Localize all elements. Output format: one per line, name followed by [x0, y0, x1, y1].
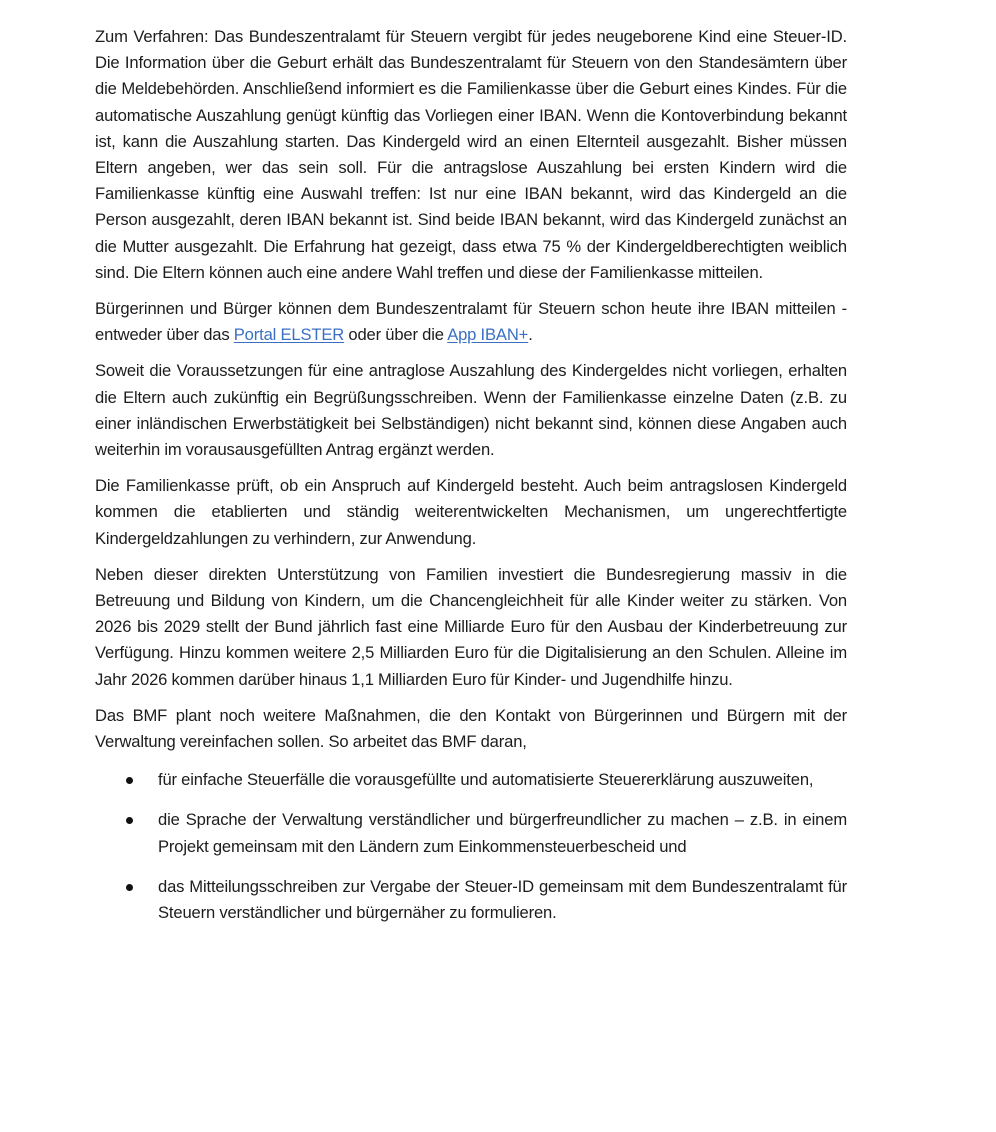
paragraph-procedure: Zum Verfahren: Das Bundeszentralamt für Steuern vergibt für jedes neugeborene Kind eine Steuer-ID. Die Information über die Geburt erhält das Bundeszentralamt für Steuern von den Standesämtern über die Meldebehörden. Anschließend informiert es die Familienkasse über die Geburt eines Kindes. Für die automatische Auszahlung genügt künftig das Vorliegen einer IBAN. Wenn die Kontoverbindung bekannt ist, kann die Auszahlung starten. Das Kindergeld wird an einen Elternteil ausgezahlt. Bisher müssen Eltern angeben, wer das sein soll. Für die antragslose Auszahlung bei ersten Kindern wird die Familienkasse künftig eine Auswahl treffen: Ist nur eine IBAN bekannt, wird das Kindergeld an die Person ausgezahlt, deren IBAN bekannt ist. Sind beide IBAN bekannt, wird das Kindergeld zunächst an die Mutter ausgezahlt. Die Erfahrung hat gezeigt, dass etwa 75 % der Kindergeldberechtigten weiblich sind. Die Eltern können auch eine andere Wahl treffen und diese der Familienkasse mitteilen.: [95, 27, 847, 282]
list-item-text: das Mitteilungsschreiben zur Vergabe der Steuer-ID gemeinsam mit dem Bundeszentralamt für Steuern verständlicher und bürgernäher zu formulieren.: [158, 876, 847, 923]
iban-notice-text-before: Bürgerinnen und Bürger können dem Bundeszentralamt für Steuern schon heute ihre IBAN mitteilen - entweder über das: [95, 299, 847, 345]
paragraph-welcome-letter: Soweit die Voraussetzungen für eine antraglose Auszahlung des Kindergeldes nicht vorliegen, erhalten die Eltern auch zukünftig ein Begrüßungsschreiben. Wenn der Familienkasse einzelne Daten (z.B. zu einer inländischen Erwerbstätigkeit bei Selbständigen) nicht bekannt sind, können diese Angaben auch weiterhin im vorausausgefüllten Antrag ergänzt werden.: [95, 361, 847, 460]
bmf-measures-list: [95, 767, 847, 926]
app-iban-plus-link[interactable]: App IBAN+: [447, 325, 529, 345]
list-item: [95, 807, 847, 859]
document-body: [95, 24, 847, 940]
bullet-icon: [126, 817, 133, 824]
iban-notice-text-middle: oder über die: [344, 325, 448, 345]
paragraph-bmf-measures: Das BMF plant noch weitere Maßnahmen, die den Kontakt von Bürgerinnen und Bürgern mit der Verwaltung vereinfachen sollen. So arbeitet das BMF daran,: [95, 705, 847, 752]
list-item: [95, 767, 847, 793]
list-item-text: die Sprache der Verwaltung verständlicher und bürgerfreundlicher zu machen – z.B. in einem Projekt gemeinsam mit den Ländern zum Einkommensteuerbescheid und: [158, 810, 847, 856]
list-item: [95, 874, 847, 926]
paragraph-iban-notice: [95, 296, 847, 348]
bullet-icon: [126, 777, 133, 784]
portal-elster-link[interactable]: Portal ELSTER: [233, 325, 345, 345]
iban-notice-text-after: .: [528, 325, 533, 345]
bullet-icon: [126, 884, 133, 891]
paragraph-entitlement-check: Die Familienkasse prüft, ob ein Anspruch auf Kindergeld besteht. Auch beim antragslosen Kindergeld kommen die etablierten und ständig weiterentwickelten Mechanismen, um ungerechtfertigte Kindergeldzahlungen zu verhindern, zur Anwendung.: [95, 476, 847, 548]
paragraph-investment: Neben dieser direkten Unterstützung von Familien investiert die Bundesregierung massiv in die Betreuung und Bildung von Kindern, um die Chancengleichheit für alle Kinder weiter zu stärken. Von 2026 bis 2029 stellt der Bund jährlich fast eine Milliarde Euro für den Ausbau der Kinderbetreuung zur Verfügung. Hinzu kommen weitere 2,5 Milliarden Euro für die Digitalisierung an den Schulen. Alleine im Jahr 2026 kommen darüber hinaus 1,1 Milliarden Euro für Kinder- und Jugendhilfe hinzu.: [95, 564, 847, 689]
list-item-text: für einfache Steuerfälle die vorausgefüllte und automatisierte Steuererklärung auszuweiten,: [158, 770, 814, 790]
